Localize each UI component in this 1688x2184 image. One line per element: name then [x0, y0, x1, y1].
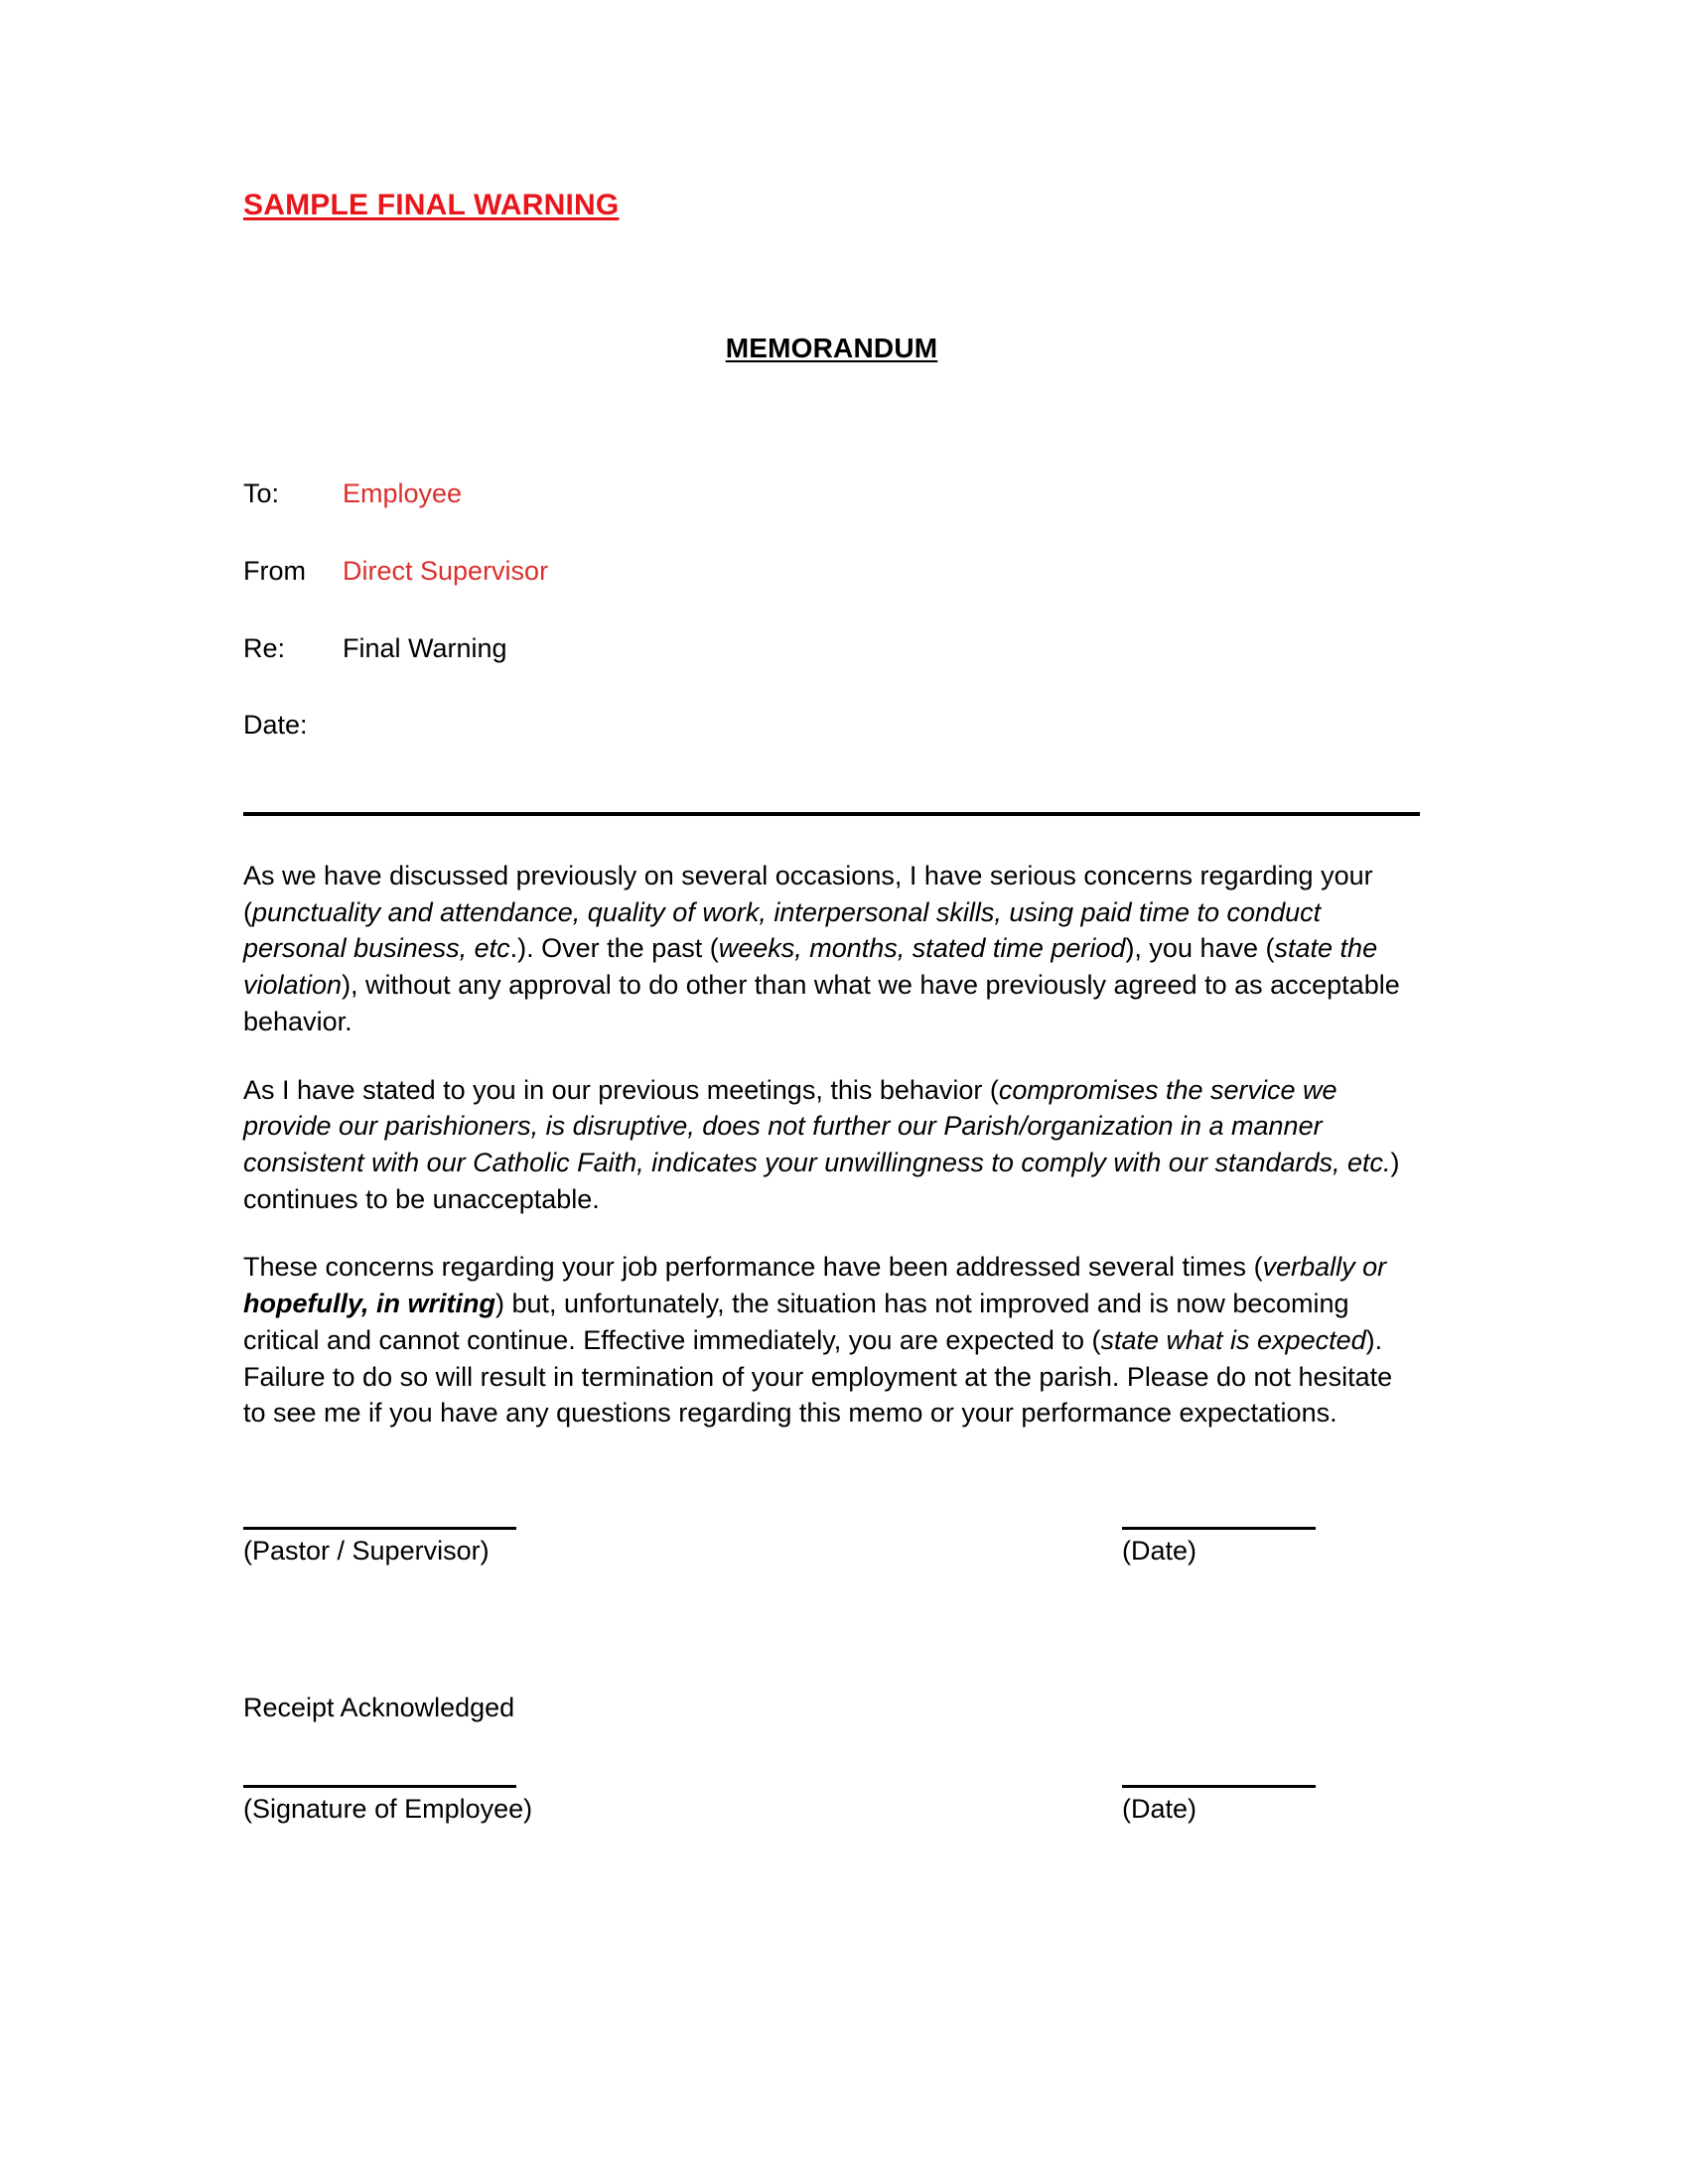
receipt-acknowledged-label: Receipt Acknowledged	[243, 1693, 515, 1723]
body-paragraph-2	[243, 1072, 1420, 1218]
p1-seg-7: ), without any approval to do other than what we have previously agreed to as acceptable behavior.	[243, 970, 1400, 1036]
p1-seg-3: .). Over the past (	[509, 933, 719, 964]
p1-seg-2-italic: punctuality and attendance, quality of work, interpersonal skills, using paid time to conduct personal business, etc	[243, 896, 1322, 964]
p3-seg-1: These concerns regarding your job performance have been addressed several times (	[243, 1252, 1263, 1283]
employee-date-caption: (Date)	[1122, 1793, 1197, 1824]
document-content	[243, 0, 1420, 1880]
p3-seg-2-italic: verbally or	[1262, 1252, 1387, 1283]
field-row-from	[243, 555, 1420, 589]
field-value-from: Direct Supervisor	[343, 555, 549, 586]
field-value-to: Employee	[343, 478, 463, 508]
p1-seg-4-italic: weeks, months, stated time period	[718, 933, 1126, 964]
memorandum-title: MEMORANDUM	[725, 333, 938, 363]
p3-seg-5-italic: state what is expected	[1100, 1324, 1366, 1355]
field-label-from: From	[243, 555, 306, 586]
employee-signature-caption: (Signature of Employee)	[243, 1793, 533, 1824]
p1-seg-1: As we have discussed previously on several occasions, I have serious concerns regarding your (	[243, 861, 1373, 927]
supervisor-signature-line[interactable]	[243, 1527, 516, 1530]
p3-seg-6: ). Failure to do so will result in termination of your employment at the parish. Please do not hesitate to see me if you have any questions regarding this memo or your performance expectations.	[243, 1324, 1393, 1429]
field-row-re	[243, 632, 1420, 666]
field-label-date: Date:	[243, 710, 308, 741]
p1-seg-6-italic: state the violation	[243, 933, 1378, 1001]
p2-seg-1: As I have stated to you in our previous meetings, this behavior (	[243, 1074, 999, 1105]
field-label-re: Re:	[243, 632, 286, 663]
field-row-to	[243, 478, 1420, 511]
supervisor-signature-block	[243, 1527, 1420, 1622]
memo-header-fields	[243, 478, 1420, 743]
p3-seg-4: ) but, unfortunately, the situation has not improved and is now becoming critical and cannot continue. Effective immediately, you are expected to (	[243, 1289, 1349, 1355]
supervisor-date-caption: (Date)	[1122, 1536, 1197, 1567]
supervisor-date-line[interactable]	[1122, 1527, 1316, 1530]
employee-date-line[interactable]	[1122, 1785, 1316, 1788]
memo-title-row	[243, 333, 1420, 364]
body-paragraph-3	[243, 1249, 1420, 1432]
supervisor-signature-caption: (Pastor / Supervisor)	[243, 1536, 490, 1567]
p2-seg-2-italic: compromises the service we provide our parishioners, is disruptive, does not further our Parish/organization in a manner consistent with our Catholic Faith, indicates your unwillingness to comply with our standards, etc.	[243, 1074, 1391, 1178]
sample-warning-heading: SAMPLE FINAL WARNING	[243, 189, 620, 221]
field-value-re: Final Warning	[343, 632, 507, 663]
p1-seg-5: ), you have (	[1125, 933, 1275, 964]
body-paragraph-1	[243, 858, 1420, 1040]
field-label-to: To:	[243, 478, 280, 508]
employee-signature-line[interactable]	[243, 1785, 516, 1788]
employee-signature-block	[243, 1785, 1420, 1880]
p3-seg-3-bold-italic: hopefully, in writing	[243, 1289, 495, 1319]
memo-body	[243, 858, 1420, 1432]
header-body-divider	[243, 812, 1420, 816]
field-row-date	[243, 709, 1420, 743]
p2-seg-3: ) continues to be unacceptable.	[243, 1148, 1400, 1214]
